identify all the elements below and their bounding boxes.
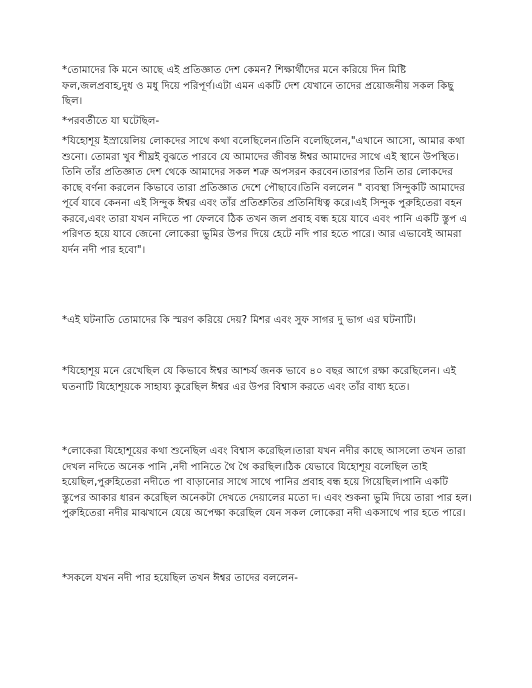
paragraph-god-spoke: *সকলে যখন নদী পার হয়েছিল তখন ঈশ্বর তাদের বললেন- [62,573,298,584]
paragraph-what-happened-next: *পরবর্তীতে যা ঘটেছিল- [62,116,160,127]
paragraph-river-crossing: *লোকেরা যিহোশূয়ের কথা শুনেছিল এবং বিশ্বাস করেছিল।তারা যখন নদীর কাছে আসলো তখন তারা দেখল নদিতে অনেক পানি ,নদী পানিতে থৈ থৈ করছিল।ঠিক যেভাবে যিহোশূয় বলেছিল তাই হয়েছিল,পুরুহিতেরা নদীতে পা বাড়ানোর সাথে সাথে পানির প্রবাহ বন্ধ হয়ে গিয়েছিল।পানি একটি স্তুপের আকার ধারন করেছিল অনেকটা দেখতে দেয়ালের মতো দ। এবং শুকনা ভুমি দিয়ে তারা পার হল।পুরুহিতেরা নদীর মাঝখানে যেয়ে অপেক্ষা করেছিল যেন সকল লোকেরা নদী একসাথে পার হতে পারে। [62,446,473,519]
paragraph-joshua-speech: *যিহোশূয় ইস্রায়েলিয় লোকদের সাথে কথা বলেছিলেন।তিনি বলেছিলেন,"এখানে আসো, আমার কথা শুনো। তোমরা খুব শীঘ্রই বুঝতে পারবে যে আমাদের জীবন্ত ঈশ্বর আমাদের সাথে এই স্থানে উপস্থিত।তিনি তাঁর প্রতিজ্ঞাত দেশ থেকে আমাদের সকল শত্রু অপসরন করবেন।তারপর তিনি তার লোকদের কাছে বর্ণনা করলেন কিভাবে তারা প্রতিজ্ঞাত দেশে পৌছাবে।তিনি বললেন " ব্যবস্থা সিন্দুকটি আমাদের পূর্বে যাবে কেননা এই সিন্দুক ঈশ্বর এবং তাঁর প্রতিশ্রুতির প্রতিনিধিত্ব করে।এই সিন্দুক পুরুহিতেরা বহন করবে,এবং তারা যখন নদিতে পা ফেলবে ঠিক তখন জল প্রবাহ বন্ধ হয়ে যাবে এবং পানি একটি স্তুপ এ পরিণত হয়ে যাবে জেনো লোকেরা ভুমির উপর দিয়ে হেটে নদি পার হতে পারে। আর এভাবেই আমরা যর্দন নদী পার হবো"। [62,136,468,256]
paragraph-promised-land: *তোমাদের কি মনে আছে এই প্রতিজ্ঞাত দেশ কেমন? শিক্ষার্থীদের মনে করিয়ে দিন মিষ্টি ফল,জলপ্রবাহ,দুধ ও মধু দিয়ে পরিপূর্ণ।এটা এমন একটি দেশ যেখানে তাদের প্রয়োজনীয় সকল কিছু ছিল। [62,65,454,107]
paragraph-joshua-remembered: *যিহোশূয় মনে রেখেছিল যে কিভাবে ঈশ্বর আশ্চর্য জনক ভাবে ৪০ বছর আগে রক্ষা করেছিলেন। এই ঘতনাটি যিহোশূয়কে সাহায্য কুরেছিল ঈশ্বর এর উপর বিশ্বাস করতে এবং তাঁর বাধ্য হতে। [62,366,457,393]
paragraph-reminder-question: *এই ঘটনাতি তোমাদের কি স্মরণ করিয়ে দেয়? মিশর এবং সুফ সাগর দু ভাগ এর ঘটনাটি। [62,315,417,326]
